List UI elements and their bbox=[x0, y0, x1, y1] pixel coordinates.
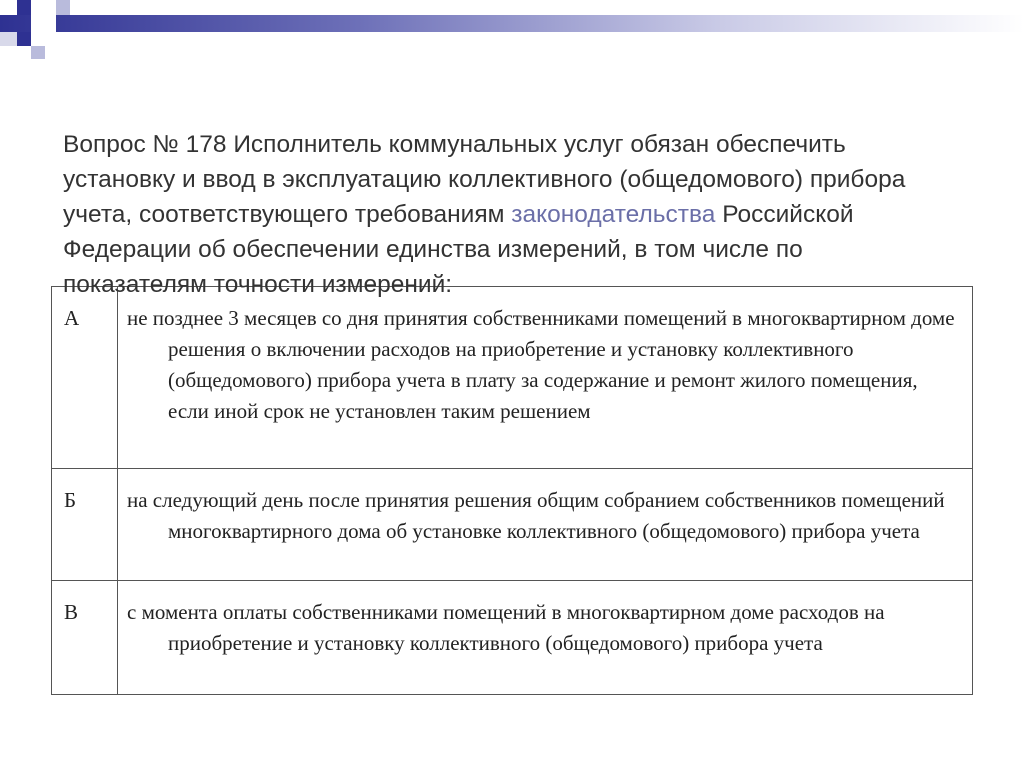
question-prefix: Вопрос № 178 Исполнитель коммунальных услуг обязан обеспечить установку и ввод в эксплуатацию коллективного (общедомового) прибора учета, соответствующего требованиям bbox=[63, 131, 906, 228]
decor-square bbox=[0, 32, 17, 46]
answer-row-b bbox=[52, 469, 973, 581]
question-highlight-link[interactable]: законодательства bbox=[511, 201, 716, 228]
answer-text: с момента оплаты собственниками помещений в многоквартирном доме расходов на приобретение и установку коллективного (общедомового) прибора учета bbox=[127, 600, 885, 655]
answer-letter: А bbox=[64, 306, 80, 330]
answer-letter-cell bbox=[52, 581, 118, 695]
answer-letter-cell bbox=[52, 469, 118, 581]
answer-text-cell bbox=[118, 581, 973, 695]
answer-letter-cell bbox=[52, 287, 118, 469]
decor-square bbox=[31, 15, 56, 32]
decor-square bbox=[56, 0, 70, 15]
answer-text: не позднее 3 месяцев со дня принятия собственниками помещений в многоквартирном доме решения о включении расходов на приобретение и установку коллективного (общедомового) прибора учета в плату за содержание и ремонт жилого помещения, если иной срок не установлен таким решением bbox=[127, 306, 955, 423]
answer-text-cell bbox=[118, 287, 973, 469]
answer-letter: В bbox=[64, 600, 79, 624]
decor-square bbox=[17, 0, 31, 15]
answer-row-c bbox=[52, 581, 973, 695]
question-suffix: Российской Федерации об обеспечении единства измерений, в том числе по показателям точности измерений: bbox=[63, 201, 854, 298]
answer-text: на следующий день после принятия решения общим собранием собственников помещений многоквартирного дома об установке коллективного (общедомового) прибора учета bbox=[127, 488, 945, 543]
answer-text-cell bbox=[118, 469, 973, 581]
decor-square bbox=[17, 32, 31, 46]
header-gradient-bar bbox=[0, 15, 1024, 32]
answer-letter: Б bbox=[64, 488, 77, 512]
answers-table bbox=[51, 286, 973, 695]
answer-row-a bbox=[52, 287, 973, 469]
decor-square bbox=[31, 46, 45, 59]
question-text bbox=[63, 127, 943, 302]
